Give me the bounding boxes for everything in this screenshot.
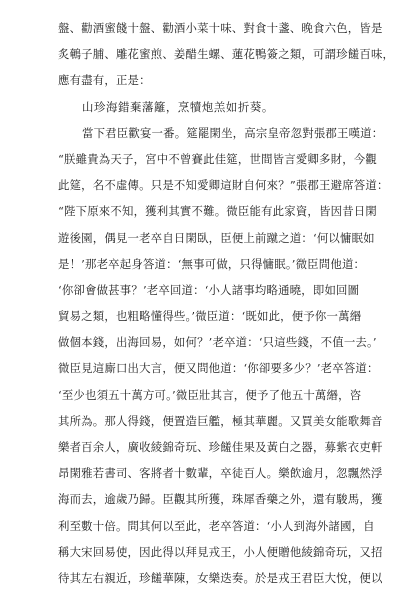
text-line: 遊後園，偶見一老卒自日閑臥，臣便上前蹴之道：‘何以慵眠如: [58, 230, 375, 245]
text-line: 樂者百余人，廣收綾錦奇玩、珍饈佳果及黃白之器，募紫衣吏軒: [58, 440, 383, 454]
text-line: “朕雖貴為天子，宮中不曾賽此佳筵，世間皆言愛卿多財，今觀: [58, 151, 377, 166]
text-line: ‘至少也須五十萬方可。’微臣壯其言，便予了他五十萬緡，咨: [58, 387, 362, 402]
text-line: 做個本錢，出海回易，如何？’老卒道：‘只這些錢，不值一去。’: [58, 335, 377, 350]
text-line: 海而去，逾歲乃歸。臣觀其所獲，珠犀香藥之外，還有駿馬，獲: [58, 492, 383, 507]
text-line: 稱大宋回易使，因此得以拜見戎王，小人便贈他綾錦奇玩，又招: [58, 544, 383, 559]
text-line: 炙鵪子脯、雕花蜜煎、姜醋生螺、蓮花鴨簽之類，可謂珍饈百味，: [58, 47, 395, 62]
text-line: ‘你卻會做甚事？’老卒回道：‘小人諸事均略通曉，即如回圖: [58, 282, 360, 297]
paragraph-start-line: 當下君臣歡宴一番。筵罷閑坐，高宗皇帝忽對張郡王嘆道：: [82, 125, 384, 140]
poem-line: 山珍海錯棄藩籬，烹犢炮羔如折葵。: [82, 99, 274, 114]
text-line: 其所為。那人得錢，便置造巨艦，極其華麗。又買美女能歌舞音: [58, 413, 383, 428]
text-line: 應有盡有，正是：: [58, 73, 151, 88]
text-line: 利至數十倍。問其何以至此，老卒答道：‘小人到海外諸國，自: [58, 518, 375, 533]
text-line: 盤、勸酒蜜餞十盤、勸酒小菜十味、對食十盞、晚食六色，皆是: [58, 21, 383, 35]
text-line: “陛下原來不知，獲利其實不難。微臣能有此家資，皆因昔日閑: [58, 204, 377, 219]
text-line: 是！’那老卒起身答道：‘無事可做，只得慵眠。’微臣問他道：: [58, 256, 366, 271]
text-line: 微臣見這廝口出大言，便又問他道：‘你卻要多少？’老卒答道：: [58, 361, 379, 376]
text-line: 昂閑雅若書司、客將者十數輩，卒徒百人。樂飲逾月，忽飄然浮: [58, 466, 383, 481]
text-line: 待其左右親近，珍饈華陳，女樂迭奏。於是戎王君臣大悅，便以: [58, 570, 383, 585]
text-body: [58, 18, 395, 594]
text-line: 此筵，名不虛傳。只是不知愛卿這財自何來？”張郡王避席答道：: [58, 178, 389, 193]
text-line: 貿易之類，也粗略懂得些。’微臣道：‘既如此，便予你一萬緡: [58, 309, 362, 324]
